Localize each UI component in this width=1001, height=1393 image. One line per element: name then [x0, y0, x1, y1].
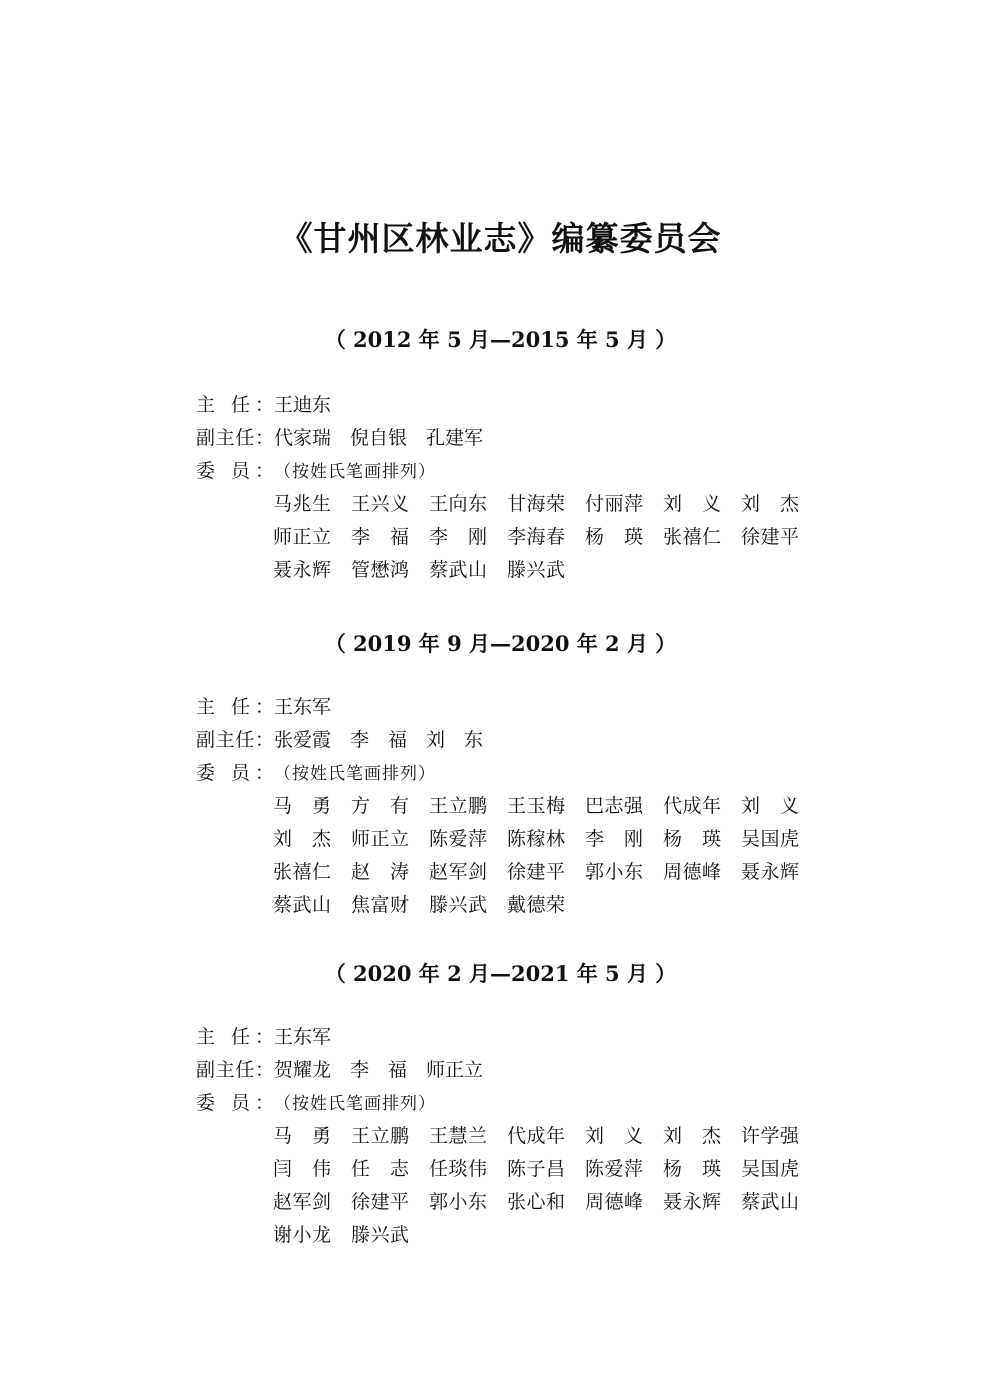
members-note: （按姓氏笔画排列）	[274, 764, 436, 784]
member-name: 王玉梅	[507, 795, 565, 817]
member-name: 谢小龙	[273, 1224, 331, 1246]
member-name: 赵军剑	[429, 861, 487, 883]
member-name: 陈爱萍	[585, 1158, 643, 1180]
member-name: 焦富财	[351, 894, 409, 916]
member-name: 徐建平	[507, 861, 565, 883]
member-name: 任 志	[351, 1158, 409, 1180]
member-name: 吴国虎	[741, 828, 799, 850]
member-name: 刘 杰	[741, 493, 799, 515]
director-row	[196, 1021, 331, 1053]
member-name: 师正立	[273, 526, 331, 548]
member-name: 王立鹏	[429, 795, 487, 817]
member-name: 赵 涛	[351, 861, 409, 883]
vice-director-names: 张爱霞 李 福 刘 东	[274, 729, 484, 751]
page-title: 《甘州区林业志》编纂委员会	[279, 219, 722, 258]
member-name: 郭小东	[429, 1191, 487, 1213]
member-name: 李海春	[507, 526, 565, 548]
member-name: 吴国虎	[741, 1158, 799, 1180]
member-name: 李 刚	[585, 828, 643, 850]
member-name: 许学强	[741, 1125, 799, 1147]
members-grid	[273, 1120, 813, 1251]
member-name: 刘 杰	[273, 828, 331, 850]
member-name: 蔡武山	[273, 894, 331, 916]
member-name: 徐建平	[741, 526, 799, 548]
member-name: 付丽萍	[585, 493, 643, 515]
section-period: （ 2020 年 2 月—2021 年 5 月 ）	[324, 961, 677, 986]
member-name: 陈爱萍	[429, 828, 487, 850]
member-name: 刘 杰	[663, 1125, 721, 1147]
members-label: 委 员：	[196, 460, 274, 482]
member-name: 张禧仁	[273, 861, 331, 883]
members-row	[196, 455, 436, 487]
member-name: 张心和	[507, 1191, 565, 1213]
director-name: 王东军	[274, 1026, 332, 1048]
member-name: 刘 义	[741, 795, 799, 817]
member-name: 张禧仁	[663, 526, 721, 548]
section-period: （ 2012 年 5 月—2015 年 5 月 ）	[324, 327, 677, 352]
member-name: 杨 瑛	[663, 828, 721, 850]
vice-director-names: 贺耀龙 李 福 师正立	[274, 1059, 484, 1081]
vice-director-label: 副主任：	[196, 1059, 274, 1081]
member-name: 王兴义	[351, 493, 409, 515]
member-name: 王向东	[429, 493, 487, 515]
members-label: 委 员：	[196, 762, 274, 784]
members-row	[196, 757, 436, 789]
member-name: 管懋鸿	[351, 559, 409, 581]
member-name: 周德峰	[585, 1191, 643, 1213]
member-name: 马 勇	[273, 795, 331, 817]
member-name: 周德峰	[663, 861, 721, 883]
member-name: 蔡武山	[741, 1191, 799, 1213]
members-note: （按姓氏笔画排列）	[274, 462, 436, 482]
members-grid	[273, 488, 813, 586]
member-name: 师正立	[351, 828, 409, 850]
member-name: 李 福	[351, 526, 409, 548]
member-name: 赵军剑	[273, 1191, 331, 1213]
member-name: 王慧兰	[429, 1125, 487, 1147]
member-name: 徐建平	[351, 1191, 409, 1213]
member-name: 滕兴武	[429, 894, 487, 916]
member-name: 滕兴武	[351, 1224, 409, 1246]
member-name: 戴德荣	[507, 894, 565, 916]
vice-director-label: 副主任：	[196, 729, 274, 751]
member-name: 任琰伟	[429, 1158, 487, 1180]
member-name: 代成年	[507, 1125, 565, 1147]
member-name: 代成年	[663, 795, 721, 817]
director-row	[196, 389, 331, 421]
member-name: 马 勇	[273, 1125, 331, 1147]
director-row	[196, 691, 331, 723]
director-label: 主 任：	[196, 1026, 274, 1048]
director-label: 主 任：	[196, 394, 274, 416]
member-name: 闫 伟	[273, 1158, 331, 1180]
member-name: 刘 义	[663, 493, 721, 515]
member-name: 陈子昌	[507, 1158, 565, 1180]
members-grid	[273, 790, 813, 921]
member-name: 蔡武山	[429, 559, 487, 581]
director-label: 主 任：	[196, 696, 274, 718]
director-name: 王迪东	[274, 394, 332, 416]
vice-director-names: 代家瑞 倪自银 孔建军	[274, 427, 484, 449]
member-name: 聂永辉	[273, 559, 331, 581]
member-name: 王立鹏	[351, 1125, 409, 1147]
members-label: 委 员：	[196, 1092, 274, 1114]
member-name: 杨 瑛	[585, 526, 643, 548]
section-period: （ 2019 年 9 月—2020 年 2 月 ）	[324, 631, 677, 656]
members-note: （按姓氏笔画排列）	[274, 1094, 436, 1114]
members-row	[196, 1087, 436, 1119]
member-name: 杨 瑛	[663, 1158, 721, 1180]
member-name: 李 刚	[429, 526, 487, 548]
member-name: 巴志强	[585, 795, 643, 817]
member-name: 刘 义	[585, 1125, 643, 1147]
member-name: 郭小东	[585, 861, 643, 883]
member-name: 陈稼林	[507, 828, 565, 850]
director-name: 王东军	[274, 696, 332, 718]
member-name: 马兆生	[273, 493, 331, 515]
vice-director-row	[196, 724, 483, 756]
vice-director-label: 副主任：	[196, 427, 274, 449]
member-name: 聂永辉	[741, 861, 799, 883]
member-name: 聂永辉	[663, 1191, 721, 1213]
member-name: 方 有	[351, 795, 409, 817]
vice-director-row	[196, 422, 483, 454]
member-name: 甘海荣	[507, 493, 565, 515]
vice-director-row	[196, 1054, 483, 1086]
member-name: 滕兴武	[507, 559, 565, 581]
